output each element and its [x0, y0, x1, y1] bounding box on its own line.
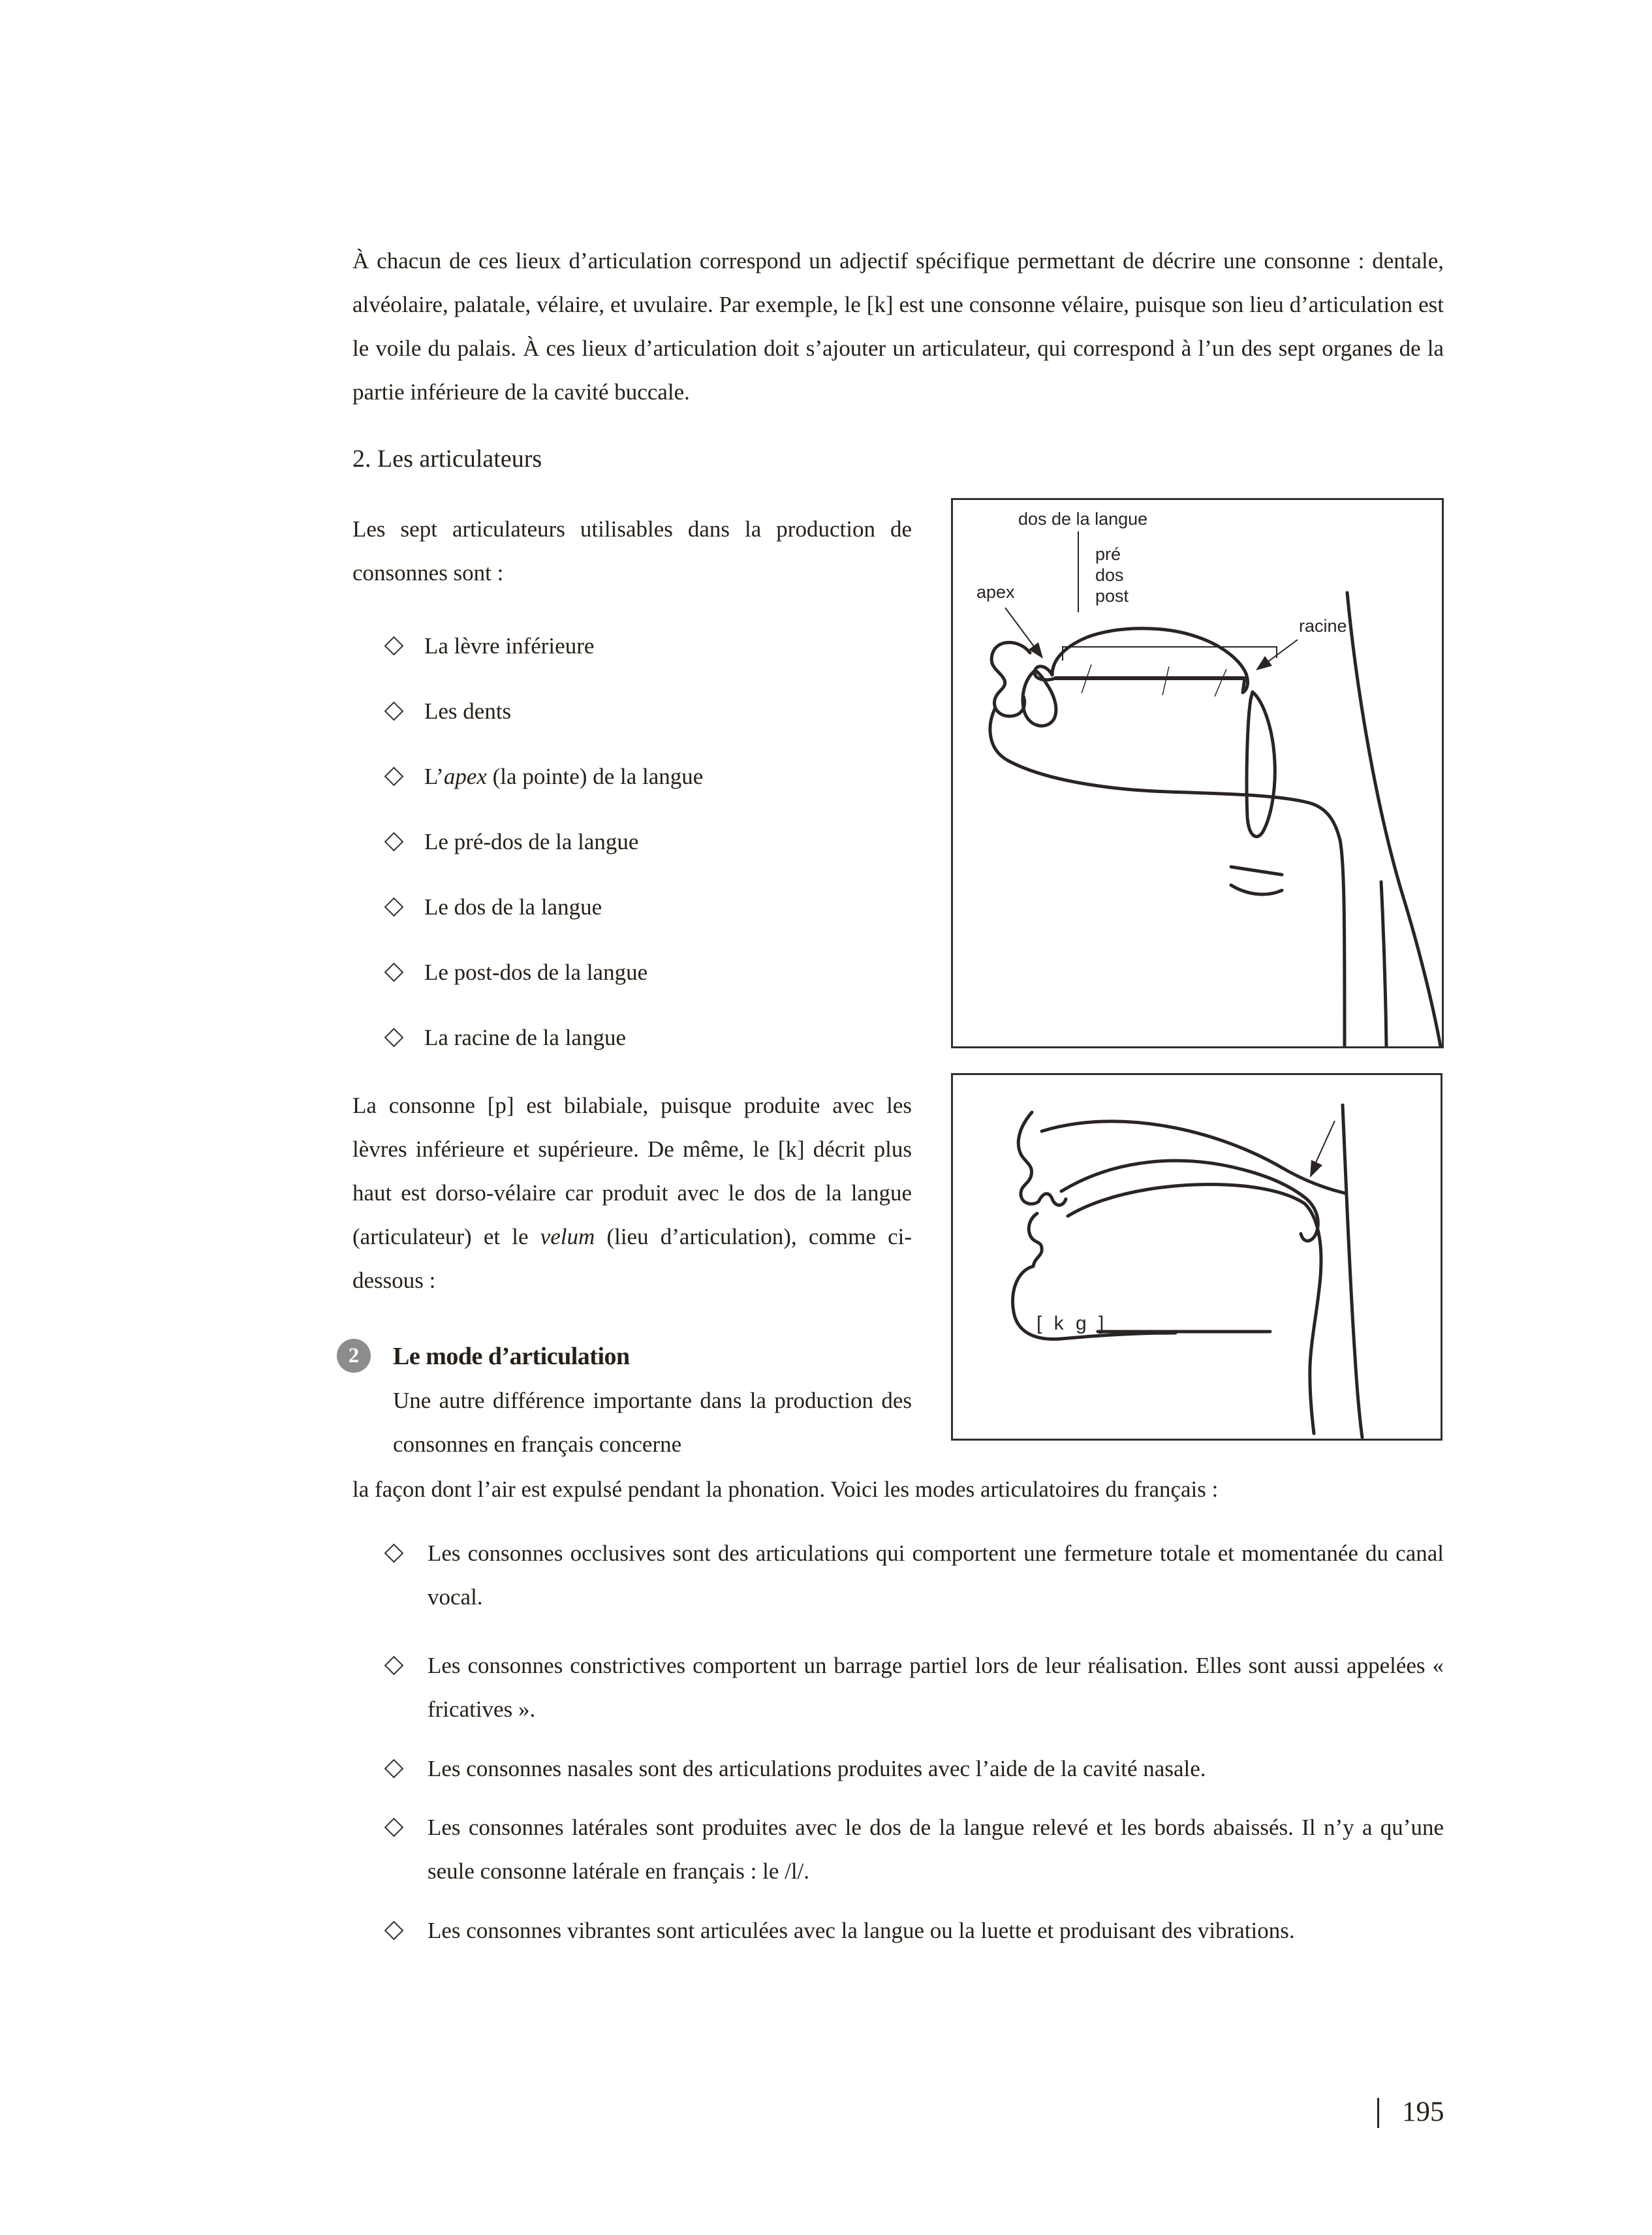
- label-dos: dos: [1095, 565, 1124, 585]
- list-item-text: Les consonnes nasales sont des articulations produites avec l’aide de la cavité nasale.: [428, 1756, 1206, 1781]
- list-item-occlusives: [352, 1531, 1444, 1619]
- mode-lead: Une autre différence importante dans la production des consonnes en français concerne: [393, 1388, 912, 1457]
- diagram-kg: [951, 1073, 1442, 1441]
- dos-bracket: [1063, 647, 1277, 661]
- epiglottis-outline: [1247, 692, 1275, 837]
- section-number-badge: 2: [337, 1339, 371, 1373]
- label-pre: pré: [1095, 544, 1121, 564]
- list-item-text: Le post-dos de la langue: [424, 960, 648, 985]
- page-number: 195: [1402, 2097, 1444, 2127]
- post-tick: [1215, 669, 1226, 696]
- diamond-bullet-icon: [384, 1759, 404, 1779]
- list-item-vibrantes: [352, 1909, 1444, 1952]
- articulateurs-lead: Les sept articulateurs utilisables dans la production de consonnes sont :: [352, 516, 912, 586]
- lower-lip-line: [1029, 1213, 1042, 1266]
- list-item-text: La lèvre inférieure: [424, 633, 595, 659]
- diamond-bullet-icon: [384, 767, 404, 787]
- list-item-nasales: [352, 1747, 1444, 1790]
- diamond-bullet-icon: [384, 832, 404, 852]
- diamond-bullet-icon: [384, 898, 404, 917]
- tongue-dome-line: [1052, 629, 1246, 675]
- diamond-bullet-icon: [384, 702, 404, 721]
- dos-tick: [1162, 666, 1169, 695]
- list-item-racine: [352, 1016, 940, 1059]
- list-item-apex: [352, 755, 940, 798]
- diamond-bullet-icon: [384, 636, 404, 656]
- list-item-text: Le dos de la langue: [424, 894, 602, 920]
- diamond-bullet-icon: [384, 1028, 404, 1048]
- list-item-postdos: [352, 950, 940, 994]
- list-item-text: L’apex (la pointe) de la langue: [424, 764, 704, 789]
- nose-lip-outline: [1018, 1112, 1038, 1204]
- list-item-text: Le pré-dos de la langue: [424, 829, 639, 854]
- pharynx-wall-line: [1343, 1105, 1362, 1437]
- list-item-levre: [352, 624, 940, 668]
- label-kg: [ k g ]: [1036, 1313, 1108, 1334]
- list-item-text: Les consonnes constrictives comportent un barrage partiel lors de leur réalisation. Elles sont aussi appelées « fricatives ».: [428, 1653, 1444, 1722]
- hyoid-line-2: [1231, 885, 1282, 894]
- section-heading-articulateurs: 2. Les articulateurs: [352, 445, 542, 473]
- diamond-bullet-icon: [384, 1921, 404, 1941]
- list-item-text: Les consonnes latérales sont produites avec le dos de la langue relevé et les bords abaissés. Il n’y a qu’une seule consonne latérale en français : le /l/.: [428, 1815, 1444, 1884]
- racine-arrowhead-icon: [1256, 656, 1272, 670]
- pharynx-wall-line: [1347, 593, 1441, 1046]
- jaw-outline: [990, 709, 1345, 1046]
- diamond-bullet-icon: [384, 1544, 404, 1563]
- vocal-tract-drawing: [953, 500, 1442, 1046]
- list-item-predos: [352, 820, 940, 864]
- palate-top-line: [1042, 1121, 1345, 1193]
- list-item-laterales: [352, 1805, 1444, 1893]
- intro-paragraph: À chacun de ces lieux d’articulation correspond un adjectif spécifique permettant de décrire une consonne : dentale, alvéolaire, palatale, vélaire, et uvulaire. Par exemple, le [k] est une consonne vélaire, puisque son lieu d’articulation est le voile du palais. À ces lieux d’articulation doit s’ajouter un articulateur, qui correspond à l’un des sept organes de la partie inférieure de la cavité buccale.: [352, 248, 1444, 405]
- section-heading-mode: Le mode d’articulation: [393, 1343, 630, 1370]
- list-item-text: Les consonnes occlusives sont des articulations qui comportent une fermeture totale et momentanée du canal vocal.: [428, 1540, 1444, 1610]
- diamond-bullet-icon: [384, 963, 404, 982]
- diamond-bullet-icon: [384, 1656, 404, 1676]
- hyoid-line-1: [1231, 867, 1282, 875]
- tongue-front-line: [1068, 1185, 1305, 1216]
- list-item-text: Les dents: [424, 698, 512, 724]
- list-item-text: La racine de la langue: [424, 1025, 626, 1050]
- velar-articulation-drawing: [953, 1075, 1441, 1439]
- velar-arrowhead-icon: [1310, 1160, 1322, 1178]
- label-apex: apex: [976, 582, 1015, 602]
- apex-arrowhead-icon: [1029, 642, 1043, 659]
- consonne-paragraph: La consonne [p] est bilabiale, puisque produite avec les lèvres inférieure et supérieure. De même, le [k] décrit plus haut est dorso-vélaire car produit avec le dos de la langue (articulateur) et le velum (lieu d’articulation), comme ci-dessous :: [352, 1093, 912, 1293]
- diamond-bullet-icon: [384, 1818, 404, 1837]
- label-dos-de-la-langue: dos de la langue: [1018, 509, 1148, 529]
- upper-teeth-line: [1038, 1194, 1066, 1206]
- page-number-divider: [1377, 2098, 1379, 2128]
- list-item-constrictives: [352, 1644, 1444, 1731]
- mode-lead-continuation: la façon dont l’air est expulsé pendant la phonation. Voici les modes articulatoires du français :: [352, 1477, 1219, 1502]
- larynx-column-line: [1381, 882, 1386, 1046]
- list-item-dents: [352, 689, 940, 733]
- list-item-dos: [352, 885, 940, 929]
- label-post: post: [1095, 586, 1129, 606]
- diagram-articulateurs: [951, 498, 1444, 1048]
- list-item-text: Les consonnes vibrantes sont articulées avec la langue ou la luette et produisant des vibrations.: [428, 1918, 1295, 1943]
- label-racine: racine: [1299, 616, 1347, 636]
